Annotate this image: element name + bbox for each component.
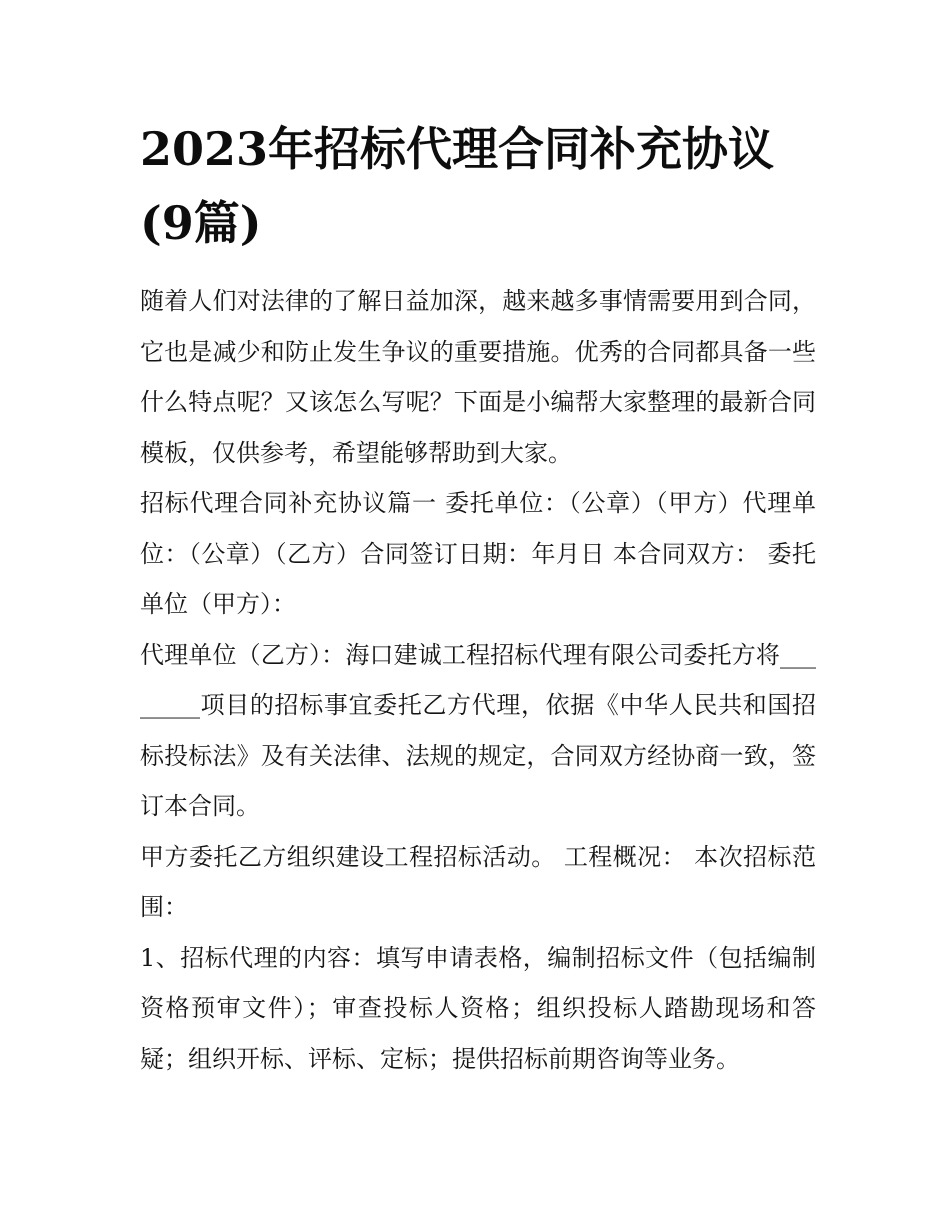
document-body: [140, 112, 816, 1084]
document-title: 2023年招标代理合同补充协议(9篇): [140, 122, 775, 250]
paragraph-agent-entrustment: 代理单位（乙方）：海口建诚工程招标代理有限公司委托方将________项目的招标事宜委托乙方代理，依据《中华人民共和国招标投标法》及有关法律、法规的规定，合同双方经协商一致，签订本合同。: [140, 640, 816, 820]
paragraph-agency-content: 1、招标代理的内容：填写申请表格，编制招标文件（包括编制资格预审文件）；审查投标人资格；组织投标人踏勘现场和答疑；组织开标、评标、定标；提供招标前期咨询等业务。: [140, 943, 816, 1073]
paragraph-parties-header: 招标代理合同补充协议篇一 委托单位：（公章）（甲方）代理单位：（公章）（乙方）合同签订日期：年月日 本合同双方： 委托单位（甲方）：: [140, 489, 816, 618]
paragraph-project-scope: 甲方委托乙方组织建设工程招标活动。 工程概况： 本次招标范围：: [140, 842, 816, 921]
paragraph-intro: 随着人们对法律的了解日益加深，越来越多事情需要用到合同，它也是减少和防止发生争议的重要措施。优秀的合同都具备一些什么特点呢？又该怎么写呢？下面是小编帮大家整理的最新合同模板，仅供参考，希望能够帮助到大家。: [140, 287, 816, 467]
